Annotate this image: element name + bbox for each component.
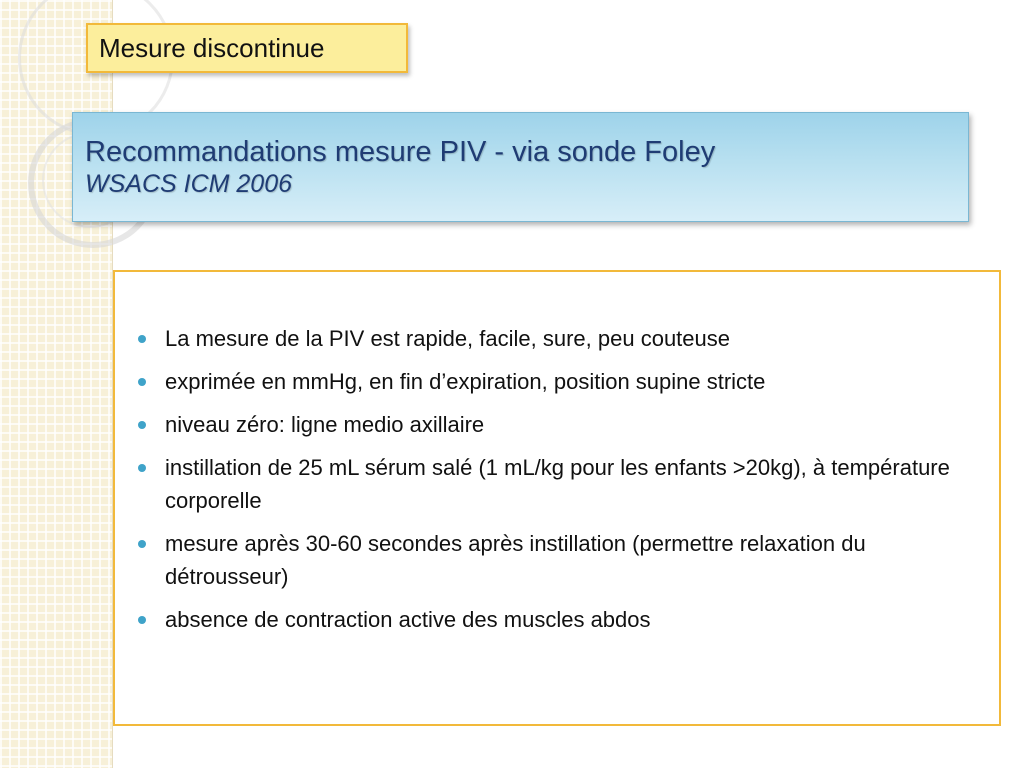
section-tag-label: Mesure discontinue	[99, 32, 325, 63]
section-tag	[86, 23, 408, 73]
list-item-text: exprimée en mmHg, en fin d’expiration, position supine stricte	[165, 369, 766, 394]
bullet-icon	[138, 464, 146, 472]
list-item	[135, 408, 969, 441]
slide-subtitle: WSACS ICM 2006	[85, 170, 293, 198]
slide-title: Recommandations mesure PIV - via sonde Foley	[85, 136, 716, 168]
list-item	[135, 322, 969, 355]
bullet-icon	[138, 540, 146, 548]
list-item-text: absence de contraction active des muscles abdos	[165, 607, 651, 632]
list-item-text: La mesure de la PIV est rapide, facile, sure, peu couteuse	[165, 326, 730, 351]
list-item	[135, 603, 969, 636]
bullet-icon	[138, 335, 146, 343]
bullet-icon	[138, 616, 146, 624]
list-item-text: mesure après 30-60 secondes après instillation (permettre relaxation du détrousseur)	[165, 531, 866, 589]
bullet-list	[135, 322, 969, 636]
list-item-text: instillation de 25 mL sérum salé (1 mL/kg pour les enfants >20kg), à température corporelle	[165, 455, 950, 513]
bullet-icon	[138, 421, 146, 429]
list-item	[135, 365, 969, 398]
list-item	[135, 451, 969, 517]
content-box	[113, 270, 1001, 726]
list-item	[135, 527, 969, 593]
slide-title-box	[72, 112, 969, 222]
bullet-icon	[138, 378, 146, 386]
list-item-text: niveau zéro: ligne medio axillaire	[165, 412, 485, 437]
